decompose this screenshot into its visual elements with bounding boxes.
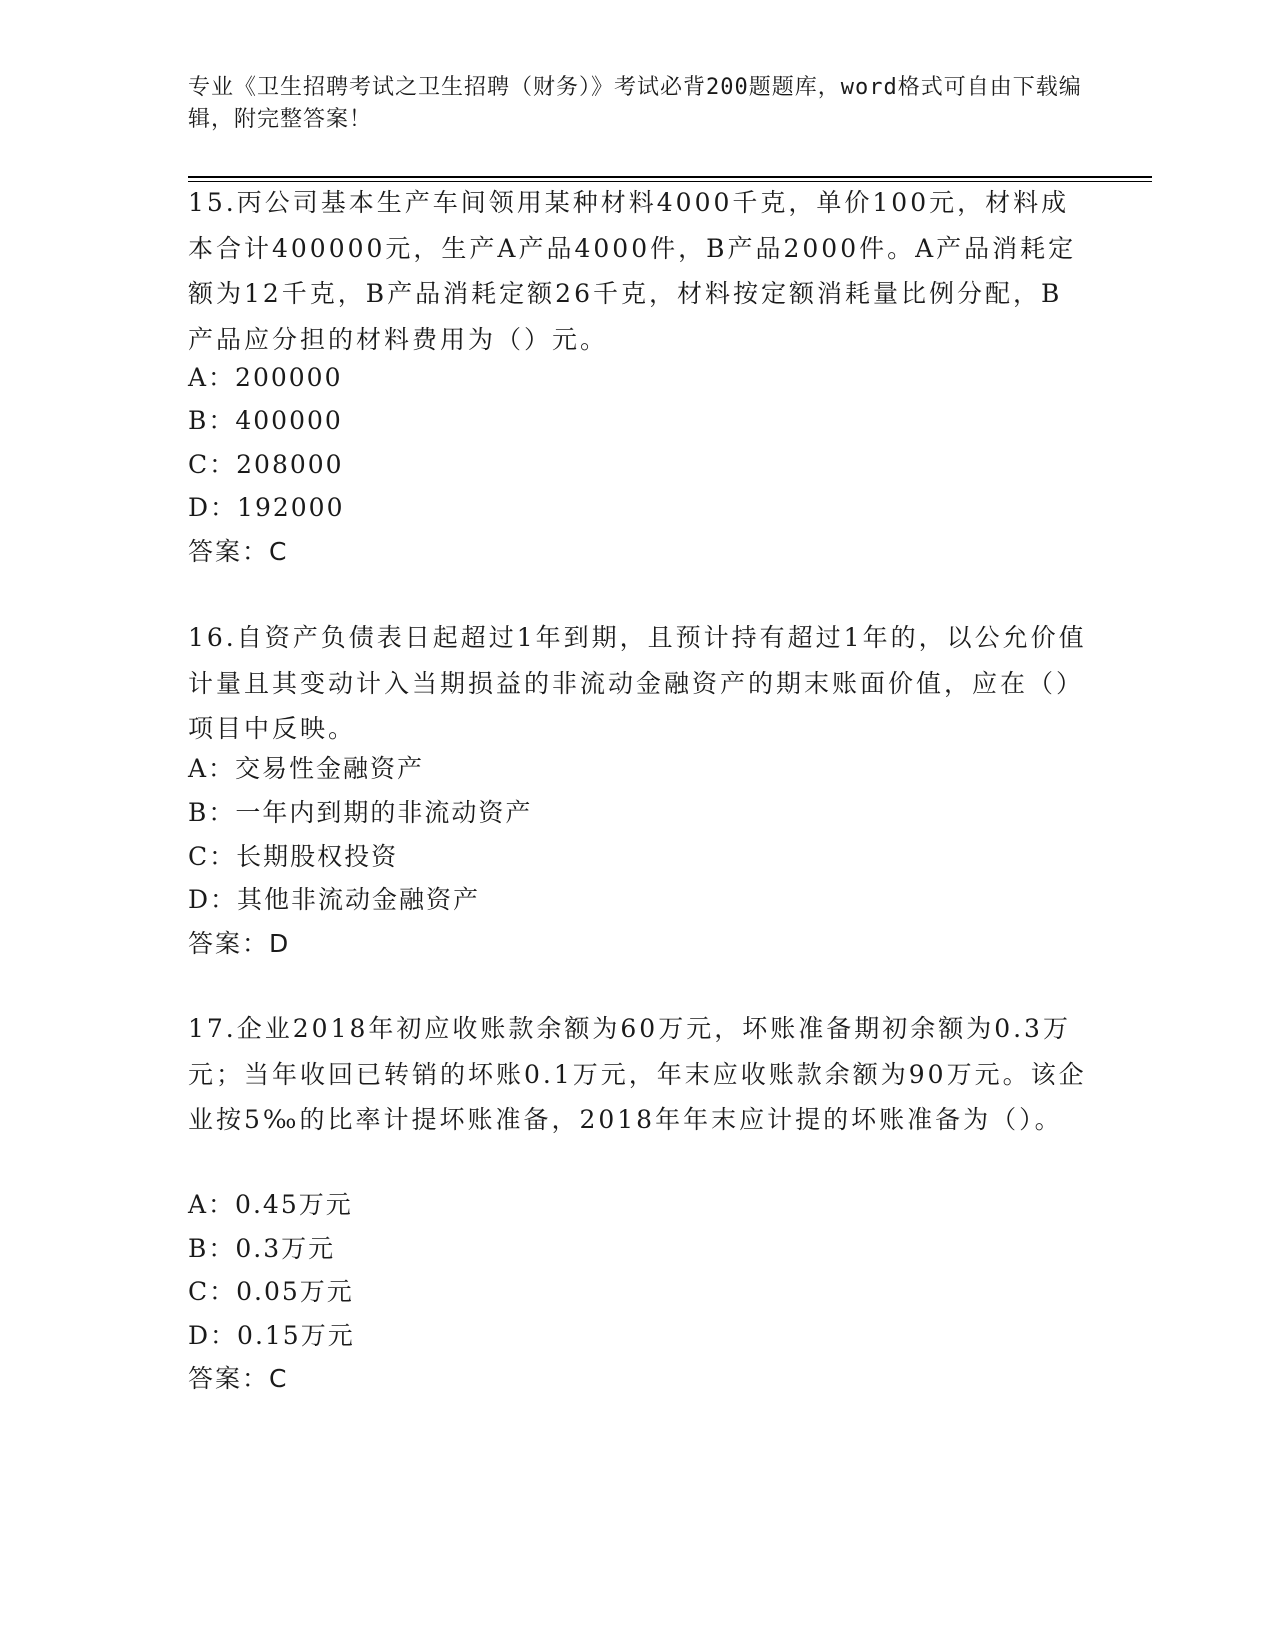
option-c: C：长期股权投资	[188, 842, 399, 871]
option-d: D：0.15万元	[188, 1321, 355, 1350]
question-stem: 16.自资产负债表日起超过1年到期，且预计持有超过1年的，以公允价值计量且其变动计入当期损益的非流动金融资产的期末账面价值，应在（）项目中反映。	[188, 623, 1087, 743]
document-header: 专业《卫生招聘考试之卫生招聘（财务）》考试必背200题题库，word格式可自由下载编辑，附完整答案！	[188, 75, 1082, 132]
option-a: A：200000	[188, 363, 343, 392]
answer-label: 答案：D	[188, 929, 291, 958]
option-d: D：其他非流动金融资产	[188, 885, 481, 914]
answer-label: 答案：C	[188, 537, 289, 566]
option-b: B：0.3万元	[188, 1234, 336, 1263]
option-b: B：一年内到期的非流动资产	[188, 798, 533, 827]
option-b: B：400000	[188, 406, 343, 435]
option-a: A：交易性金融资产	[188, 754, 425, 783]
question-stem: 17.企业2018年初应收账款余额为60万元，坏账准备期初余额为0.3万元；当年收回已转销的坏账0.1万元，年末应收账款余额为90万元。该企业按5‰的比率计提坏账准备，2018年年末应计提的坏账准备为（）。	[188, 1014, 1087, 1134]
option-c: C：0.05万元	[188, 1277, 354, 1306]
question-stem: 15.丙公司基本生产车间领用某种材料4000千克，单价100元，材料成本合计400000元，生产A产品4000件，B产品2000件。A产品消耗定额为12千克，B产品消耗定额26千克，材料按定额消耗量比例分配，B产品应分担的材料费用为（）元。	[188, 188, 1077, 354]
answer-label: 答案：C	[188, 1364, 289, 1393]
option-a: A：0.45万元	[188, 1190, 353, 1219]
option-d: D：192000	[188, 493, 345, 522]
header-divider-thick	[188, 176, 1152, 178]
option-c: C：208000	[188, 450, 344, 479]
